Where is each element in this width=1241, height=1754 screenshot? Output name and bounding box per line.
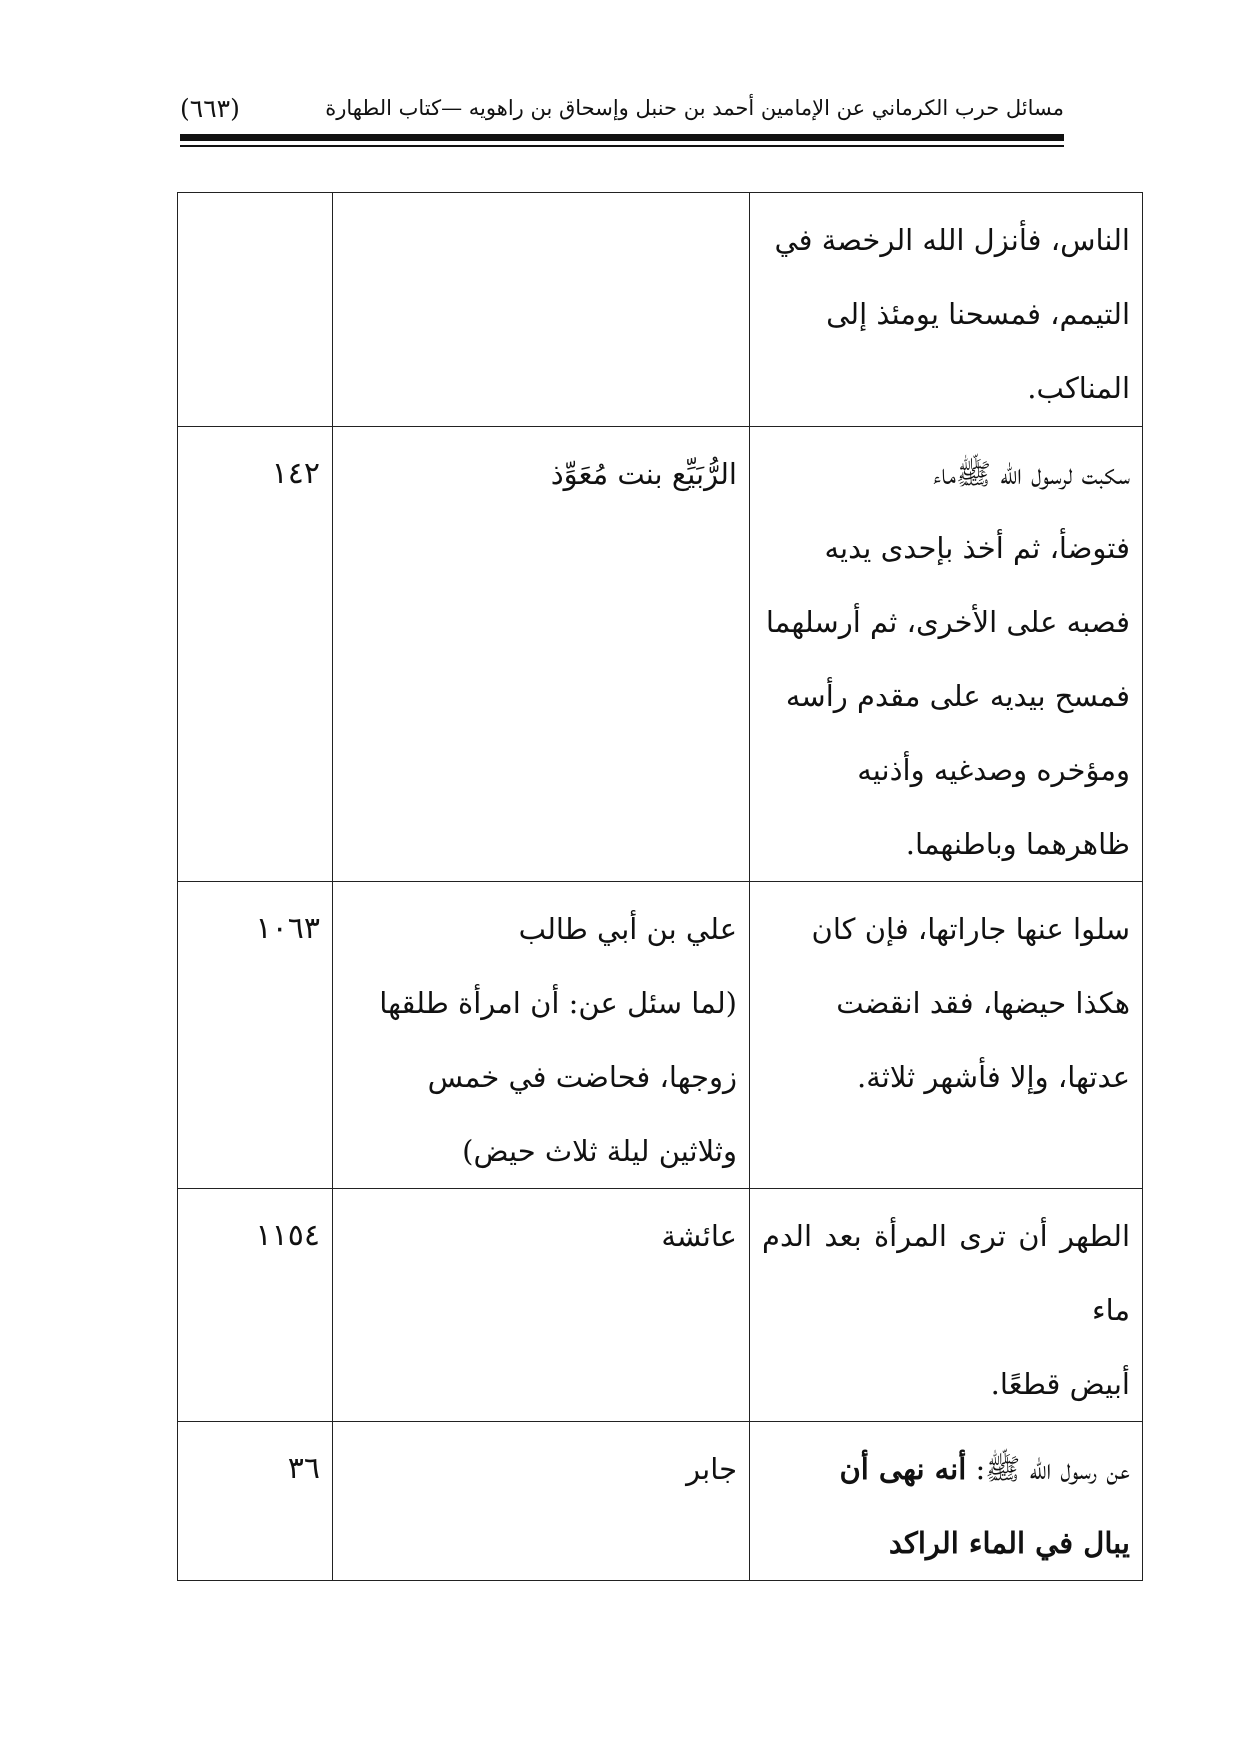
narrator-line: عائشة — [661, 1219, 737, 1253]
text-line: سلوا عنها جاراتها، فإن كان — [811, 912, 1130, 946]
narrator-cell — [333, 427, 750, 882]
text-line: أبيض قطعًا. — [990, 1367, 1130, 1401]
table-row — [178, 427, 1143, 882]
text-line: ظاهرهما وباطنهما. — [905, 827, 1130, 861]
text-line: فتوضأ، ثم أخذ بإحدى يديه — [824, 531, 1130, 565]
hadith-number-cell: ١٠٦٣ — [178, 882, 333, 1189]
text-bold: أنه نهى أن — [839, 1452, 967, 1486]
hadith-text-cell — [750, 882, 1143, 1189]
hadith-index-table — [177, 192, 1143, 1581]
text-line: فمسح بيديه على مقدم رأسه — [785, 679, 1130, 713]
hadith-text-cell — [750, 427, 1143, 882]
book-title: مسائل حرب الكرماني عن الإمامين أحمد بن حنبل وإسحاق بن راهويه —كتاب الطهارة — [325, 96, 1064, 120]
narrator-line: زوجها، فحاضت في خمس — [427, 1060, 737, 1094]
text-line: سكبت لرسول الله ﷺماء — [933, 457, 1130, 491]
header-rule-thick — [180, 134, 1064, 141]
hadith-text-cell — [750, 193, 1143, 427]
hadith-text-cell — [750, 1189, 1143, 1422]
narrator-cell — [333, 882, 750, 1189]
hadith-number-cell: ٣٦ — [178, 1422, 333, 1581]
table-row — [178, 1422, 1143, 1581]
text-line — [762, 1432, 1130, 1506]
text-line: الناس، فأنزل الله الرخصة في — [774, 223, 1130, 257]
narrator-line: وثلاثين ليلة ثلاث حيض) — [462, 1134, 737, 1168]
text-line: التيمم، فمسحنا يومئذ إلى — [826, 297, 1130, 331]
narrator-line: جابر — [686, 1452, 737, 1486]
text-line: فصبه على الأخرى، ثم أرسلهما — [765, 605, 1130, 639]
hadith-text-cell — [750, 1422, 1143, 1581]
text-line: عدتها، وإلا فأشهر ثلاثة. — [857, 1060, 1130, 1094]
text-line: هكذا حيضها، فقد انقضت — [836, 986, 1130, 1020]
table-row — [178, 882, 1143, 1189]
text-line: الطهر أن ترى المرأة بعد الدم ماء — [762, 1219, 1130, 1327]
table-row — [178, 193, 1143, 427]
text-line: ومؤخره وصدغيه وأذنيه — [857, 753, 1130, 787]
hadith-number-cell: ١٤٢ — [178, 427, 333, 882]
hadith-number-cell — [178, 193, 333, 427]
narrator-line: علي بن أبي طالب — [518, 912, 737, 946]
narrator-line: الرُّبَيِّع بنت مُعَوِّذ — [550, 457, 737, 491]
text-line-bold: يبال في الماء الراكد — [888, 1526, 1130, 1560]
header-rule-thin — [180, 145, 1064, 147]
narrator-cell — [333, 1189, 750, 1422]
narrator-cell — [333, 1422, 750, 1581]
text-line: المناكب. — [1027, 371, 1130, 405]
hadith-number-cell: ١١٥٤ — [178, 1189, 333, 1422]
narrator-line: (لما سئل عن: أن امرأة طلقها — [379, 986, 737, 1020]
narrator-cell — [333, 193, 750, 427]
text-plain: عن رسول الله ﷺ: — [966, 1452, 1130, 1486]
page-number: (٦٦٣) — [180, 93, 240, 123]
page-header — [180, 88, 1064, 128]
table-row — [178, 1189, 1143, 1422]
